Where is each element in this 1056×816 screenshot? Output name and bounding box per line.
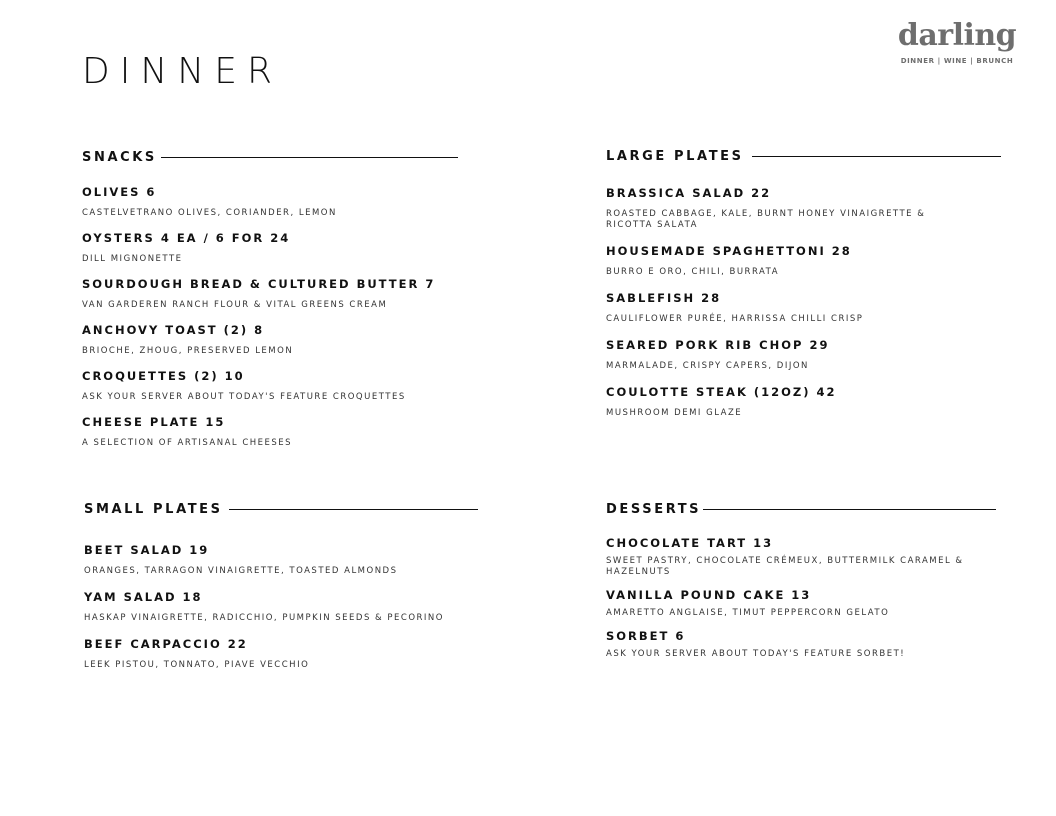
small-plates-section bbox=[84, 500, 478, 684]
section-title: LARGE PLATES bbox=[606, 148, 744, 164]
logo-tagline: DINNER | WINE | BRUNCH bbox=[900, 57, 1014, 65]
darling-logo bbox=[896, 18, 1018, 65]
menu-item-list bbox=[606, 186, 1001, 419]
menu-item bbox=[606, 291, 1001, 325]
menu-item bbox=[82, 277, 458, 311]
menu-item bbox=[606, 588, 996, 619]
item-name: CHOCOLATE TART 13 bbox=[606, 536, 774, 550]
item-description: CAULIFLOWER PURÉE, HARRISSA CHILLI CRISP bbox=[606, 314, 864, 324]
snacks-section bbox=[82, 148, 458, 461]
item-name: BEET SALAD 19 bbox=[84, 543, 210, 557]
item-name: BEEF CARPACCIO 22 bbox=[84, 637, 248, 651]
menu-item bbox=[82, 231, 458, 265]
item-name: SOURDOUGH BREAD & CULTURED BUTTER 7 bbox=[82, 277, 436, 291]
menu-item bbox=[606, 629, 996, 660]
menu-item-list bbox=[82, 185, 458, 449]
item-name: OLIVES 6 bbox=[82, 185, 157, 199]
menu-item-list bbox=[606, 536, 996, 660]
item-description: ASK YOUR SERVER ABOUT TODAY'S FEATURE SORBET! bbox=[606, 649, 906, 659]
item-name: SORBET 6 bbox=[606, 629, 686, 643]
item-description: DILL MIGNONETTE bbox=[82, 254, 183, 264]
item-name: COULOTTE STEAK (12OZ) 42 bbox=[606, 385, 837, 399]
menu-item bbox=[84, 590, 478, 624]
section-divider bbox=[229, 509, 478, 510]
menu-item bbox=[82, 185, 458, 219]
menu-item bbox=[606, 385, 1001, 419]
menu-item bbox=[606, 338, 1001, 372]
menu-item bbox=[82, 323, 458, 357]
menu-item bbox=[606, 244, 1001, 278]
item-name: CROQUETTES (2) 10 bbox=[82, 369, 245, 383]
item-description: MARMALADE, CRISPY CAPERS, DIJON bbox=[606, 361, 809, 371]
item-name: YAM SALAD 18 bbox=[84, 590, 203, 604]
item-description: MUSHROOM DEMI GLAZE bbox=[606, 408, 743, 418]
item-description: CASTELVETRANO OLIVES, CORIANDER, LEMON bbox=[82, 208, 337, 218]
item-description: LEEK PISTOU, TONNATO, PIAVE VECCHIO bbox=[84, 660, 310, 670]
menu-item bbox=[606, 186, 1001, 231]
item-name: CHEESE PLATE 15 bbox=[82, 415, 226, 429]
item-name: VANILLA POUND CAKE 13 bbox=[606, 588, 812, 602]
section-divider bbox=[161, 157, 458, 158]
section-divider bbox=[703, 509, 996, 510]
item-name: OYSTERS 4 EA / 6 FOR 24 bbox=[82, 231, 291, 245]
item-description: ORANGES, TARRAGON VINAIGRETTE, TOASTED ALMONDS bbox=[84, 566, 398, 576]
item-name: SEARED PORK RIB CHOP 29 bbox=[606, 338, 830, 352]
page-title: DINNER bbox=[82, 51, 282, 92]
item-name: HOUSEMADE SPAGHETTONI 28 bbox=[606, 244, 852, 258]
menu-item bbox=[84, 543, 478, 577]
item-name: SABLEFISH 28 bbox=[606, 291, 722, 305]
logo-wordmark: darling bbox=[897, 18, 1017, 53]
item-description: BURRO E ORO, CHILI, BURRATA bbox=[606, 267, 780, 277]
section-title: SNACKS bbox=[82, 149, 157, 165]
item-description: HASKAP VINAIGRETTE, RADICCHIO, PUMPKIN SEEDS & PECORINO bbox=[84, 613, 444, 623]
item-description: VAN GARDEREN RANCH FLOUR & VITAL GREENS CREAM bbox=[82, 300, 388, 310]
menu-item bbox=[82, 415, 458, 449]
item-description: A SELECTION OF ARTISANAL CHEESES bbox=[82, 438, 293, 448]
desserts-section bbox=[606, 500, 996, 670]
menu-item bbox=[82, 369, 458, 403]
item-description: AMARETTO ANGLAISE, TIMUT PEPPERCORN GELATO bbox=[606, 608, 890, 618]
section-title: DESSERTS bbox=[606, 501, 702, 517]
item-name: ANCHOVY TOAST (2) 8 bbox=[82, 323, 265, 337]
item-description: SWEET PASTRY, CHOCOLATE CRÉMEUX, BUTTERMILK CARAMEL & HAZELNUTS bbox=[606, 556, 964, 577]
item-description: BRIOCHE, ZHOUG, PRESERVED LEMON bbox=[82, 346, 294, 356]
section-divider bbox=[752, 156, 1001, 157]
menu-item-list bbox=[84, 543, 478, 671]
menu-item bbox=[84, 637, 478, 671]
menu-item bbox=[606, 536, 996, 578]
item-description: ASK YOUR SERVER ABOUT TODAY'S FEATURE CROQUETTES bbox=[82, 392, 406, 402]
item-name: BRASSICA SALAD 22 bbox=[606, 186, 772, 200]
large-plates-section bbox=[606, 147, 1001, 432]
section-title: SMALL PLATES bbox=[84, 501, 223, 517]
item-description: ROASTED CABBAGE, KALE, BURNT HONEY VINAIGRETTE & RICOTTA SALATA bbox=[606, 209, 926, 230]
